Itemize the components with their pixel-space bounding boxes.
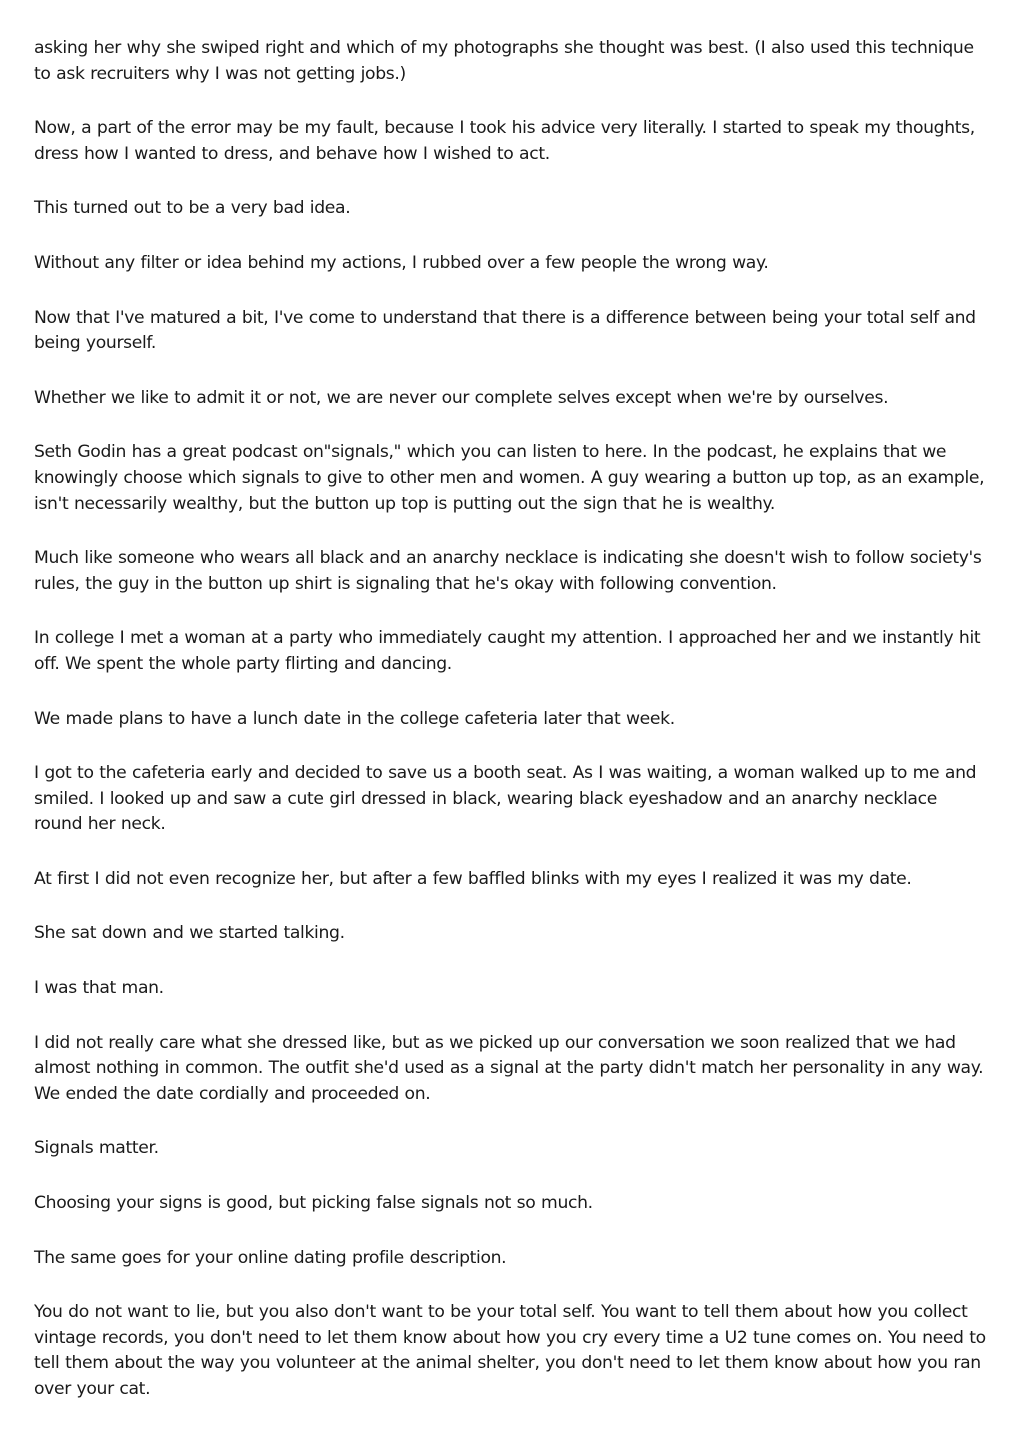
paragraph: The same goes for your online dating profile description.	[34, 1247, 507, 1268]
paragraph: Choosing your signs is good, but picking false signals not so much.	[34, 1193, 593, 1214]
paragraph: She sat down and we started talking.	[34, 923, 345, 944]
paragraph: Whether we like to admit it or not, we are never our complete selves except when we're by ourselves.	[34, 387, 889, 408]
paragraph: I was that man.	[34, 978, 164, 999]
paragraph: Seth Godin has a great podcast on"signals," which you can listen to here. In the podcast, he explains that we knowingly choose which signals to give to other men and women. A guy wearing a button up top, as an example, isn't necessarily wealthy, but the button up top is putting out the sign that he is wealthy.	[34, 442, 985, 514]
paragraph: Without any filter or idea behind my actions, I rubbed over a few people the wrong way.	[34, 252, 769, 273]
paragraph: We made plans to have a lunch date in the college cafeteria later that week.	[34, 708, 675, 729]
paragraph: Now that I've matured a bit, I've come to understand that there is a difference between being your total self and being yourself.	[34, 307, 976, 354]
paragraph: At first I did not even recognize her, but after a few baffled blinks with my eyes I realized it was my date.	[34, 868, 912, 889]
paragraph: Much like someone who wears all black and an anarchy necklace is indicating she doesn't wish to follow society's rules, the guy in the button up shirt is signaling that he's okay with following convention.	[34, 548, 982, 594]
paragraph: You do not want to lie, but you also don't want to be your total self. You want to tell them about how you collect vintage records, you don't need to let them know about how you cry every time a U2 tune comes on. You need to tell them about the way you volunteer at the animal shelter, you don't need to let them know about how you ran over your cat.	[34, 1302, 986, 1399]
paragraph: Now, a part of the error may be my fault, because I took his advice very literally. I started to speak my thoughts, dress how I wanted to dress, and behave how I wished to act.	[34, 118, 975, 164]
paragraph: asking her why she swiped right and which of my photographs she thought was best. (I also used this technique to ask recruiters why I was not getting jobs.)	[34, 38, 974, 84]
paragraph: Signals matter.	[34, 1138, 159, 1159]
paragraph: In college I met a woman at a party who immediately caught my attention. I approached her and we instantly hit off. We spent the whole party flirting and dancing.	[34, 628, 981, 674]
document-body	[34, 36, 990, 1432]
paragraph: I did not really care what she dressed like, but as we picked up our conversation we soon realized that we had almost nothing in common. The outfit she'd used as a signal at the party didn't match her personality in any way. We ended the date cordially and proceeded on.	[34, 1032, 984, 1104]
paragraph: I got to the cafeteria early and decided to save us a booth seat. As I was waiting, a woman walked up to me and smiled. I looked up and saw a cute girl dressed in black, wearing black eyeshadow and an anarchy necklace round her neck.	[34, 763, 977, 835]
paragraph: This turned out to be a very bad idea.	[34, 198, 351, 219]
